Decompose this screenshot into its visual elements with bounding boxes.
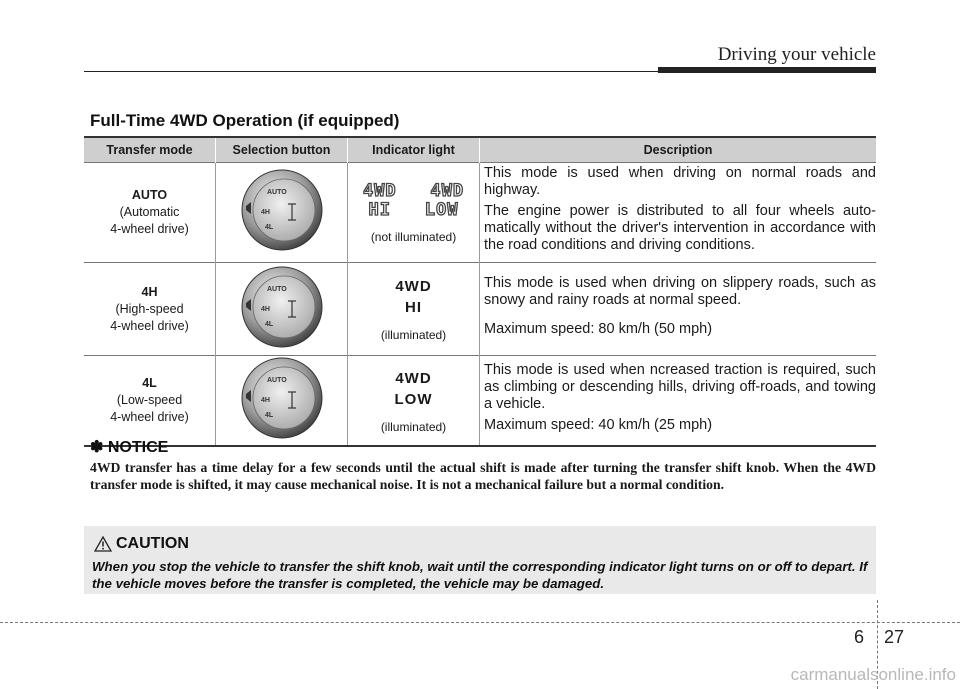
- footer-rule: [0, 622, 960, 623]
- description-paragraph: This mode is used when driving on slippery roads, such as snowy and rainy roads at normal speed.: [484, 274, 876, 308]
- description-paragraph: This mode is used when ncreased traction is required, such as climbing or descending hills, driving off-roads, and towing a vehicle.: [484, 361, 876, 412]
- svg-text:AUTO: AUTO: [266, 377, 287, 384]
- column-header: Transfer mode: [84, 137, 216, 163]
- indicator-note: (illuminated): [380, 419, 447, 434]
- mode-cell: [84, 356, 216, 447]
- description-cell: [480, 263, 877, 356]
- notice-title: NOTICE: [107, 439, 169, 456]
- mode-name: AUTO: [131, 188, 168, 202]
- section-title: Driving your vehicle: [717, 44, 876, 65]
- knob-cell: [216, 163, 348, 263]
- header-rule-thick: [658, 67, 876, 73]
- transfer-knob-auto-icon: [237, 168, 327, 252]
- transfer-mode-table: [84, 136, 876, 447]
- indicator-cell: [348, 163, 480, 263]
- mode-name: 4L: [142, 376, 157, 390]
- mode-detail: 4-wheel drive): [110, 222, 189, 236]
- caution-title: CAUTION: [116, 535, 189, 552]
- mode-detail: 4-wheel drive): [110, 318, 189, 333]
- chapter-number: 6: [854, 627, 865, 647]
- caution-box: [84, 526, 876, 594]
- description-paragraph: Maximum speed: 80 km/h (50 mph): [484, 320, 713, 337]
- column-header: Selection button: [216, 137, 348, 163]
- indicator-4wd-hi-low-icon: HI LOW: [368, 199, 459, 220]
- mode-detail: (Low-speed: [116, 393, 183, 407]
- table-row: [84, 356, 876, 447]
- mode-cell: [84, 263, 216, 356]
- svg-text:4L: 4L: [264, 224, 273, 231]
- page-number: 27: [884, 627, 905, 647]
- column-header: Description: [480, 137, 877, 163]
- svg-text:AUTO: AUTO: [266, 285, 287, 293]
- description-cell: [480, 163, 877, 263]
- caution-text: When you stop the vehicle to transfer the shift knob, wait until the corresponding indicator light turns on or off to depart. If the vehicle moves before the transfer is completed, the vehicle may be damaged.: [92, 559, 868, 591]
- transfer-knob-4h-icon: [237, 265, 327, 349]
- description-cell: [480, 356, 877, 447]
- notice-heading: [90, 437, 168, 457]
- warning-triangle-icon: [94, 536, 112, 552]
- description-paragraph: The engine power is distributed to all four wheels auto-matically without the driver's intervention in accordance with the road conditions and driving conditions.: [484, 203, 876, 253]
- header-rule-thin: [84, 71, 662, 72]
- indicator-cell: [348, 263, 480, 356]
- transfer-knob-4l-icon: [237, 356, 327, 440]
- svg-text:4H: 4H: [260, 305, 270, 313]
- svg-text:AUTO: AUTO: [266, 189, 287, 196]
- watermark: carmanualsonline.info: [790, 665, 956, 684]
- notice-star-icon: ✽: [90, 439, 104, 456]
- table-row: [84, 163, 876, 263]
- svg-text:4H: 4H: [260, 209, 270, 216]
- mode-detail: (High-speed: [115, 301, 184, 316]
- indicator-4wd-hi-low-icon: 4WD 4WD: [362, 180, 465, 201]
- mode-name: 4H: [141, 284, 158, 299]
- page-heading: Full-Time 4WD Operation (if equipped): [90, 111, 400, 130]
- indicator-cell: [348, 356, 480, 447]
- notice-body: 4WD transfer has a time delay for a few seconds until the actual shift is made after turning the transfer shift knob. When the 4WD transfer mode is shifted, it may cause mechanical noise. It is not a mechanical failure but a normal condition.: [90, 460, 876, 492]
- svg-text:4H: 4H: [260, 397, 270, 404]
- indicator-4wd-hi-icon: 4WD: [395, 278, 432, 295]
- knob-cell: [216, 263, 348, 356]
- mode-cell: [84, 163, 216, 263]
- table-header-row: [84, 137, 876, 163]
- description-paragraph: Maximum speed: 40 km/h (25 mph): [484, 416, 713, 433]
- indicator-note: (illuminated): [380, 328, 447, 342]
- svg-text:4L: 4L: [264, 320, 273, 328]
- column-header: Indicator light: [348, 137, 480, 163]
- mode-detail: 4-wheel drive): [110, 410, 189, 424]
- mode-detail: (Automatic: [119, 205, 180, 219]
- indicator-4wd-low-icon: LOW: [394, 390, 433, 408]
- svg-text:4L: 4L: [264, 412, 273, 419]
- indicator-note: (not illuminated): [370, 229, 457, 244]
- knob-cell: [216, 356, 348, 447]
- description-paragraph: This mode is used when driving on normal roads and highway.: [484, 165, 876, 198]
- indicator-4wd-hi-icon: HI: [405, 299, 422, 316]
- indicator-4wd-low-icon: 4WD: [395, 369, 432, 387]
- table-row: [84, 263, 876, 356]
